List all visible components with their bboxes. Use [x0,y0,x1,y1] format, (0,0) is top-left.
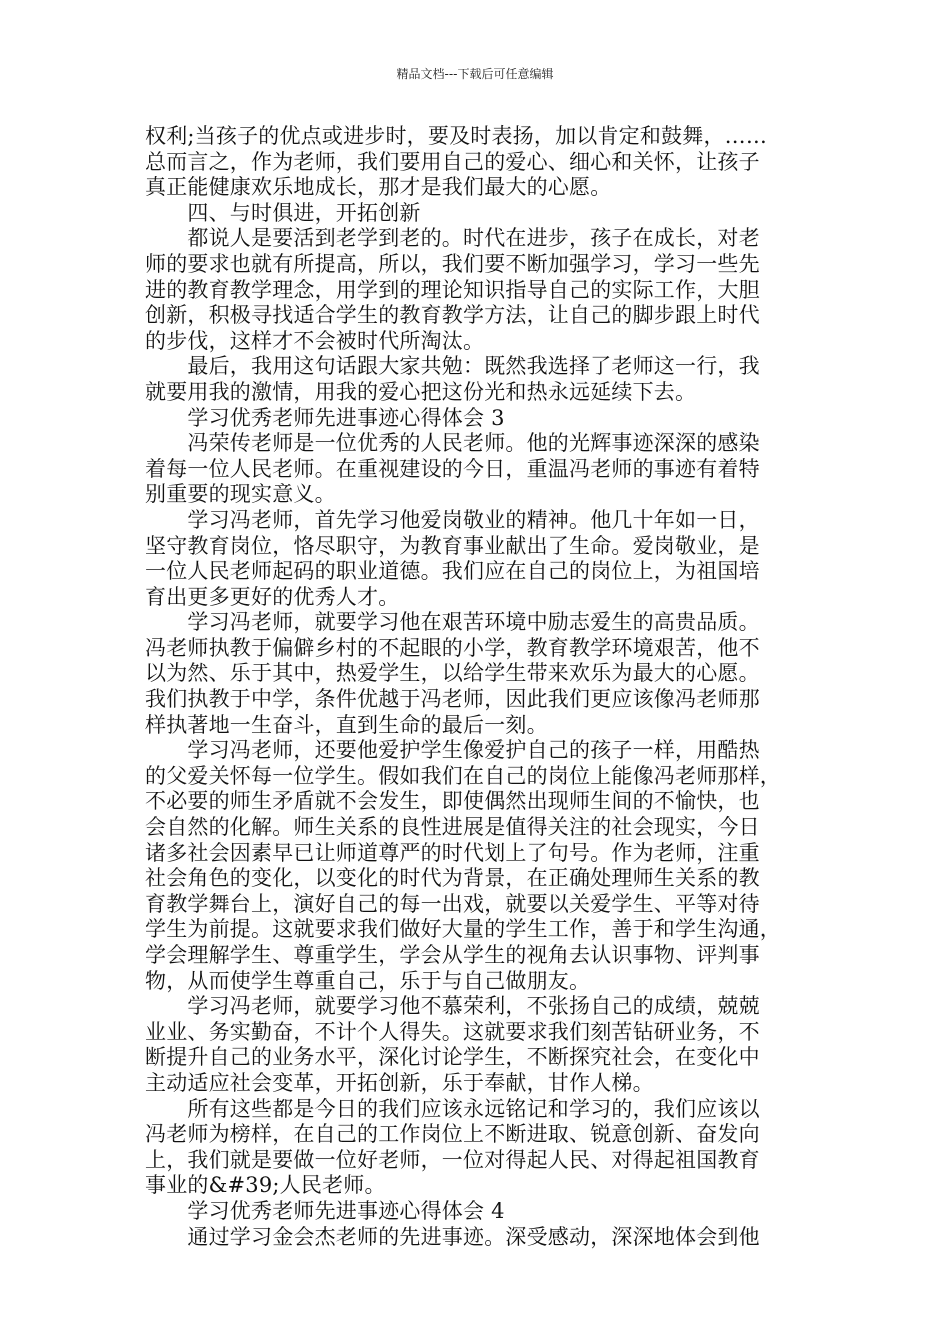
text-line: 诸多社会因素早已让师道尊严的时代划上了句号。作为老师，注重 [145,840,760,865]
text-line: 育教学舞台上，演好自己的每一出戏，就要以关爱学生、平等对待 [145,891,760,916]
text-line: 最后，我用这句话跟大家共勉：既然我选择了老师这一行，我 [145,354,760,379]
text-line: 物，从而使学生尊重自己，乐于与自己做朋友。 [145,968,591,993]
text-line: 学生为前提。这就要求我们做好大量的学生工作，善于和学生沟通， [145,917,781,942]
text-line: 育出更多更好的优秀人才。 [145,584,400,609]
text-line: 创新，积极寻找适合学生的教育教学方法，让自己的脚步跟上时代 [145,303,760,328]
text-line: 一位人民老师起码的职业道德。我们应在自己的岗位上，为祖国培 [145,559,760,584]
text-line: 所有这些都是今日的我们应该永远铭记和学习的，我们应该以 [145,1096,760,1121]
text-line: 学会理解学生、尊重学生，学会从学生的视角去认识事物、评判事 [145,943,760,967]
document-body [145,124,810,1250]
article-title: 学习优秀老师先进事迹心得体会 3 [145,405,505,430]
text-line: 权利;当孩子的优点或进步时，要及时表扬，加以肯定和鼓舞，…… [145,124,768,148]
text-line: 我们执教于中学，条件优越于冯老师，因此我们更应该像冯老师那 [145,687,760,712]
text-line: 主动适应社会变革，开拓创新，乐于奉献，甘作人梯。 [145,1070,654,1095]
text-line: 进的教育教学理念，用学到的理论知识指导自己的实际工作，大胆 [145,277,760,302]
text-line: 上，我们就是要做一位好老师，一位对得起人民、对得起祖国教育 [145,1147,760,1172]
text-line: 师的要求也就有所提高，所以，我们要不断加强学习，学习一些先 [145,251,760,276]
text-line: 真正能健康欢乐地成长，那才是我们最大的心愿。 [145,175,612,200]
text-line: 以为然、乐于其中，热爱学生，以给学生带来欢乐为最大的心愿。 [145,661,760,686]
text-line: 冯荣传老师是一位优秀的人民老师。他的光辉事迹深深的感染 [145,431,760,456]
text-line: 坚守教育岗位，恪尽职守，为教育事业献出了生命。爱岗敬业，是 [145,533,760,558]
page-header: 精品文档---下载后可任意编辑 [396,67,554,81]
text-line: 事业的&#39;人民老师。 [145,1173,386,1198]
section-heading: 四、与时俱进，开拓创新 [145,200,421,225]
text-line: 都说人是要活到老学到老的。时代在进步，孩子在成长，对老 [145,226,760,251]
text-line: 样执著地一生奋斗，直到生命的最后一刻。 [145,712,548,737]
text-line: 冯老师执教于偏僻乡村的不起眼的小学，教育教学环境艰苦，他不 [145,635,760,660]
text-line: 冯老师为榜样，在自己的工作岗位上不断进取、锐意创新、奋发向 [145,1122,760,1147]
text-line: 通过学习金会杰老师的先进事迹。深受感动，深深地体会到他 [145,1224,760,1249]
text-line: 社会角色的变化，以变化的时代为背景，在正确处理师生关系的教 [145,866,760,891]
text-line: 学习冯老师，就要学习他不慕荣利，不张扬自己的成绩，兢兢 [145,994,760,1019]
text-line: 总而言之，作为老师，我们要用自己的爱心、细心和关怀，让孩子 [145,149,760,174]
text-line: 着每一位人民老师。在重视建设的今日，重温冯老师的事迹有着特 [145,456,760,481]
text-line: 学习冯老师，就要学习他在艰苦环境中励志爱生的高贵品质。 [145,610,760,635]
article-title: 学习优秀老师先进事迹心得体会 4 [145,1198,505,1223]
text-line: 的步伐，这样才不会被时代所淘汰。 [145,328,485,353]
text-line: 的父爱关怀每一位学生。假如我们在自己的岗位上能像冯老师那样， [145,763,781,788]
text-line: 学习冯老师，还要他爱护学生像爱护自己的孩子一样，用酷热 [145,738,760,763]
text-line: 别重要的现实意义。 [145,482,336,507]
text-line: 学习冯老师，首先学习他爱岗敬业的精神。他几十年如一日， [145,507,760,532]
text-line: 断提升自己的业务水平，深化讨论学生，不断探究社会，在变化中 [145,1045,760,1070]
text-line: 就要用我的激情，用我的爱心把这份光和热永远延续下去。 [145,379,697,404]
text-line: 业业、务实勤奋，不计个人得失。这就要求我们刻苦钻研业务，不 [145,1019,760,1044]
text-line: 不必要的师生矛盾就不会发生，即使偶然出现师生间的不愉快，也 [145,789,760,814]
text-line: 会自然的化解。师生关系的良性进展是值得关注的社会现实，今日 [145,815,760,840]
